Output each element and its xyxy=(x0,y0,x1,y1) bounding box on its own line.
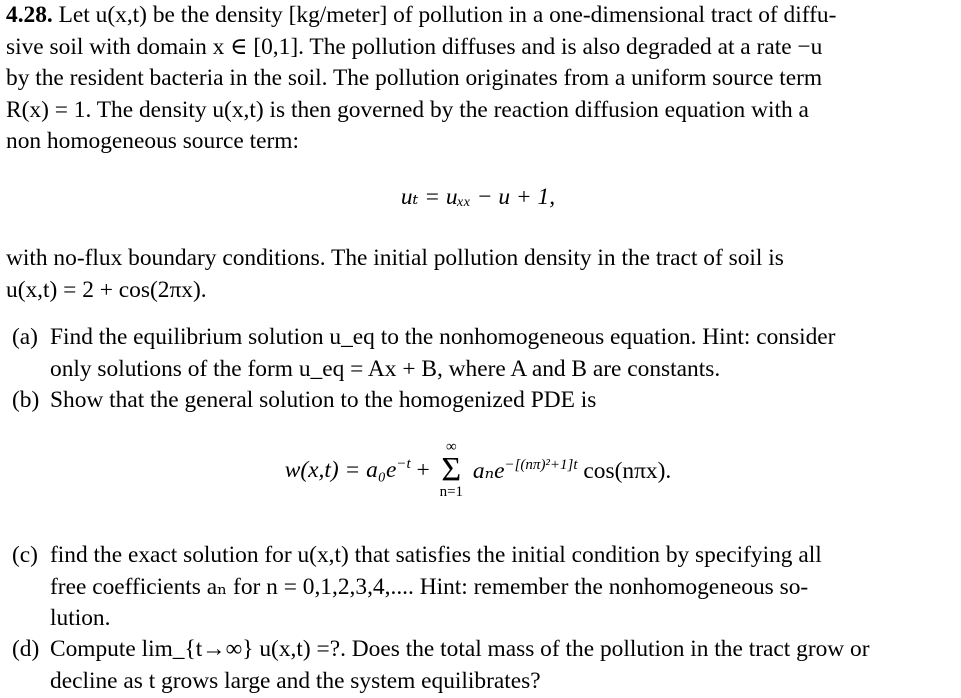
parts-list-ab xyxy=(6,322,950,417)
problem-intro xyxy=(6,0,950,158)
equation-reaction-diffusion: uₜ = uₓₓ − u + 1, xyxy=(400,184,556,210)
eq2-term-exp: −[(nπ)²+1]t xyxy=(504,456,578,473)
parts-list-c xyxy=(6,540,950,635)
eq2-tail: cos(nπx). xyxy=(583,457,672,484)
part-b-line-1: Show that the general solution to the homogenized PDE is xyxy=(50,387,597,414)
bc-line-1: with no-flux boundary conditions. The initial pollution density in the tract of soil is xyxy=(6,245,784,271)
part-c xyxy=(6,540,950,635)
part-c-line-1: find the exact solution for u(x,t) that satisfies the initial condition by specifying all xyxy=(50,542,822,568)
sigma-glyph: Σ xyxy=(441,451,462,488)
part-d-label: (d) xyxy=(12,636,40,662)
eq2-lhs-exp: −t xyxy=(396,456,411,473)
part-b xyxy=(6,385,950,417)
problem-number: 4.28. xyxy=(6,2,53,28)
part-d xyxy=(6,634,950,697)
part-c-line-2: free coefficients aₙ for n = 0,1,2,3,4,.... Hint: remember the nonhomogeneous so- xyxy=(50,573,809,600)
part-c-label: (c) xyxy=(12,542,38,568)
sum-lower-limit: n=1 xyxy=(439,484,464,500)
part-c-line-3: lution. xyxy=(50,605,111,632)
eq2-plus: + xyxy=(416,456,430,483)
part-a-line-2: only solutions of the form u_eq = Ax + B, where A and B are constants. xyxy=(50,355,721,382)
part-a-label: (a) xyxy=(12,324,38,350)
part-a-line-1: Find the equilibrium solution u_eq to the nonhomogeneous equation. Hint: consider xyxy=(50,324,836,350)
equation-general-solution xyxy=(6,440,950,520)
bc-line-2: u(x,t) = 2 + cos(2πx). xyxy=(6,276,207,303)
intro-line-2: sive soil with domain x ∈ [0,1]. The pollution diffuses and is also degraded at a rate −u xyxy=(6,33,823,60)
part-a xyxy=(6,322,950,385)
part-b-label: (b) xyxy=(12,387,40,414)
boundary-conditions-paragraph xyxy=(6,243,950,306)
intro-line-3: by the resident bacteria in the soil. The pollution originates from a uniform source term xyxy=(6,65,823,92)
intro-line-1: Let u(x,t) be the density [kg/meter] of pollution in a one-dimensional tract of diffu- xyxy=(58,2,837,28)
summation-symbol xyxy=(440,440,463,500)
sum-upper-limit: ∞ xyxy=(445,439,457,455)
intro-line-4: R(x) = 1. The density u(x,t) is then governed by the reaction diffusion equation with a xyxy=(6,96,809,123)
part-d-line-2: decline as t grows large and the system equilibrates? xyxy=(50,667,541,694)
part-d-line-1: Compute lim_{t→∞} u(x,t) =?. Does the total mass of the pollution in the tract grow or xyxy=(50,636,870,662)
parts-list-d xyxy=(6,634,950,697)
eq2-term: aₙe xyxy=(472,457,505,484)
eq2-lhs: w(x,t) = a₀e xyxy=(284,456,397,483)
intro-line-5: non homogeneous source term: xyxy=(6,128,299,155)
